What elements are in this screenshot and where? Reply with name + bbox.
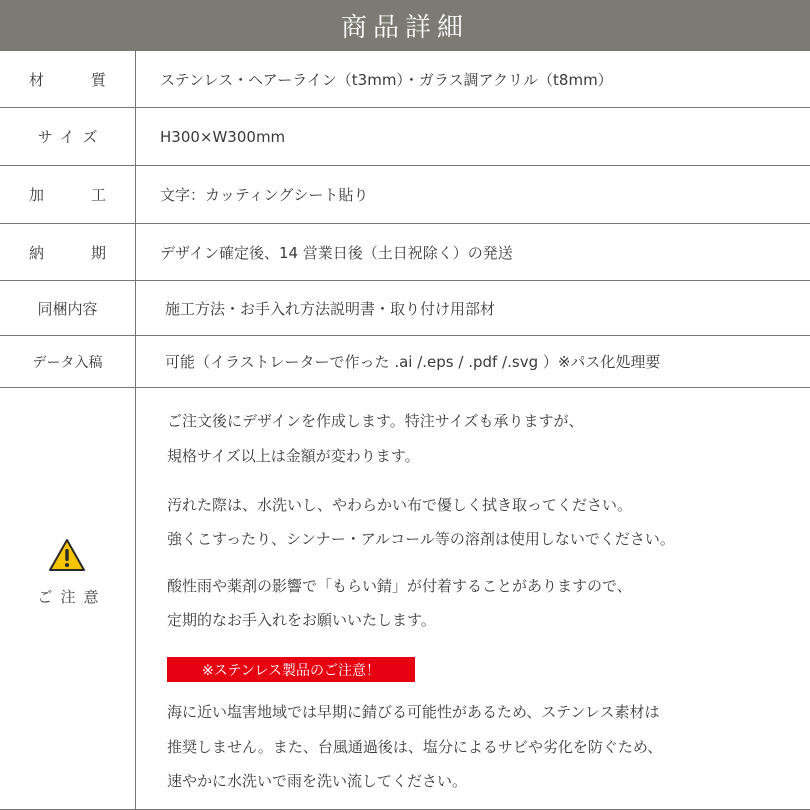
value-delivery: デザイン確定後、14 営業日後（土日祝除く）の発送 (160, 243, 513, 262)
notice-line: 推奨しません。また、台風通過後は、塩分によるサビや劣化を防ぐため、 (167, 738, 663, 756)
label-material: 材 質 (0, 51, 136, 107)
row-size (0, 108, 810, 166)
notice-line: 定期的なお手入れをお願いいたします。 (167, 611, 436, 629)
notice-label: ご注意 (37, 588, 107, 606)
label-size: サイズ (0, 108, 136, 165)
notice-label-cell (0, 388, 136, 809)
value-processing: 文字：カッティングシート貼り (160, 186, 369, 204)
notice-line: 汚れた際は、水洗いし、やわらかい布で優しく拭き取ってください。 (167, 496, 633, 514)
row-contents (0, 281, 810, 336)
row-material (0, 50, 810, 108)
value-size: H300×W300mm (160, 127, 286, 146)
notice-line: 規格サイズ以上は金額が変わります。 (167, 447, 420, 465)
label-contents: 同梱内容 (0, 281, 136, 335)
row-notice (0, 388, 810, 810)
stainless-warning-badge: ※ステンレス製品のご注意！ (167, 657, 415, 682)
label-data-submission: データ入稿 (0, 336, 136, 387)
notice-line: 強くこすったり、シンナー・アルコール等の溶剤は使用しないでください。 (167, 530, 675, 548)
notice-line: 酸性雨や薬剤の影響で「もらい錆」が付着することがありますので、 (167, 577, 632, 595)
page-title (0, 0, 810, 50)
value-contents: 施工方法・お手入れ方法説明書・取り付け用部材 (165, 299, 496, 318)
notice-line: 海に近い塩害地域では早期に錆びる可能性があるため、ステンレス素材は (167, 703, 660, 721)
row-processing (0, 166, 810, 224)
notice-line: 速やかに水洗いで雨を洗い流してください。 (167, 772, 468, 790)
notice-line: ご注文後にデザインを作成します。特注サイズも承りますが、 (167, 412, 584, 430)
page-title-text: 商品詳細 (340, 12, 469, 43)
warning-icon (48, 538, 86, 572)
row-data-submission (0, 336, 810, 388)
value-material: ステンレス・ヘアーライン（t3mm）・ガラス調アクリル（t8mm） (160, 70, 613, 89)
value-data-submission: 可能（イラストレーターで作った .ai /.eps / .pdf /.svg ）※パス化処理要 (165, 353, 661, 371)
row-delivery (0, 224, 810, 281)
label-delivery: 納 期 (0, 224, 136, 280)
label-processing: 加 工 (0, 166, 136, 223)
